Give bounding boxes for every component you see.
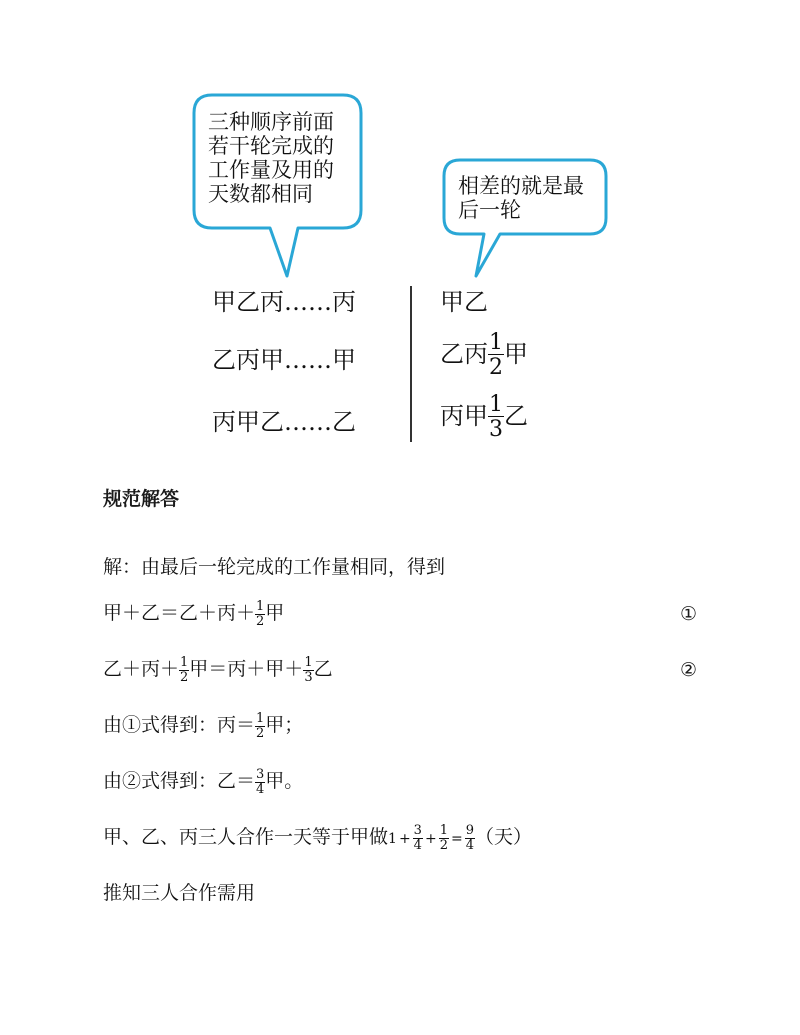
fraction-denominator: 4 (465, 837, 474, 853)
plus-sign: + (398, 831, 411, 847)
right-row-3-suffix: 乙 (504, 402, 528, 430)
fraction-denominator: 3 (304, 669, 313, 685)
right-bubble-text (458, 174, 603, 222)
plus-sign: + (424, 831, 437, 847)
line4-text: 由②式得到：乙＝ (103, 770, 256, 792)
left-row-3: 丙甲乙……乙 (212, 408, 356, 436)
left-bubble-line: 工作量及用的 (208, 158, 334, 182)
left-bubble-text (208, 110, 358, 206)
fraction (255, 600, 265, 628)
fraction-denominator: 2 (180, 669, 189, 685)
eq2-suffix: 乙 (313, 658, 333, 680)
fraction-numerator: 1 (304, 654, 313, 670)
line5-suffix: （天） (474, 826, 532, 848)
fraction-denominator: 2 (256, 613, 265, 629)
eq1-suffix: 甲 (265, 602, 285, 624)
solution-line-6: 推知三人合作需用 (103, 882, 256, 904)
fraction-numerator: 3 (413, 822, 422, 838)
fraction (255, 712, 265, 740)
eq2-text-1: 乙＋丙＋ (103, 658, 180, 680)
right-row-1: 甲乙 (440, 288, 488, 316)
fraction-denominator: 2 (489, 355, 503, 380)
fraction-denominator: 2 (256, 725, 265, 741)
fraction (413, 824, 423, 852)
line3-text: 由①式得到：丙＝ (103, 714, 256, 736)
vertical-divider (410, 286, 412, 442)
right-row-2 (440, 332, 528, 379)
fraction-numerator: 1 (256, 710, 265, 726)
left-row-1: 甲乙丙……丙 (212, 288, 356, 316)
right-bubble-line: 后一轮 (458, 198, 521, 222)
equals-sign: = (450, 831, 463, 847)
fraction-numerator: 1 (180, 654, 189, 670)
left-row-2: 乙丙甲……甲 (212, 346, 356, 374)
fraction-denominator: 4 (256, 781, 265, 797)
bubble-outlines (0, 0, 800, 300)
fraction-denominator: 3 (489, 417, 503, 442)
fraction-numerator: 9 (465, 822, 474, 838)
fraction (255, 768, 265, 796)
line4-suffix: 甲。 (265, 770, 304, 792)
line5-text: 甲、乙、丙三人合作一天等于甲做 (103, 826, 389, 848)
fraction-numerator: 1 (489, 392, 503, 417)
right-bubble-line: 相差的就是最 (458, 174, 584, 198)
fraction (488, 332, 504, 379)
solution-line-3 (103, 710, 303, 740)
solution-line-4 (103, 766, 303, 796)
right-row-3 (440, 394, 528, 441)
right-row-3-prefix: 丙甲 (440, 402, 488, 430)
line5-one: 1 (388, 831, 397, 847)
fraction (439, 824, 449, 852)
equation-1-marker: ① (680, 603, 698, 625)
equation-2-marker: ② (680, 659, 698, 681)
section-heading: 规范解答 (103, 488, 180, 510)
eq1-text: 甲＋乙＝乙＋丙＋ (103, 602, 256, 624)
fraction-denominator: 2 (439, 837, 448, 853)
solution-line-5 (103, 822, 532, 852)
solution-intro: 解：由最后一轮完成的工作量相同，得到 (103, 556, 446, 578)
left-bubble-line: 若干轮完成的 (208, 134, 334, 158)
equation-1 (103, 598, 284, 628)
equation-2 (103, 654, 333, 684)
fraction-numerator: 1 (439, 822, 448, 838)
right-row-2-suffix: 甲 (504, 340, 528, 368)
right-row-2-prefix: 乙丙 (440, 340, 488, 368)
line3-suffix: 甲； (265, 714, 304, 736)
fraction (488, 394, 504, 441)
fraction-numerator: 1 (489, 330, 503, 355)
fraction-numerator: 3 (256, 766, 265, 782)
fraction (303, 656, 313, 684)
eq2-text-2: 甲＝丙＋甲＋ (189, 658, 304, 680)
fraction-denominator: 4 (413, 837, 422, 853)
fraction (179, 656, 189, 684)
fraction-numerator: 1 (256, 598, 265, 614)
fraction (465, 824, 475, 852)
left-bubble-line: 天数都相同 (208, 182, 313, 206)
left-bubble-line: 三种顺序前面 (208, 110, 334, 134)
